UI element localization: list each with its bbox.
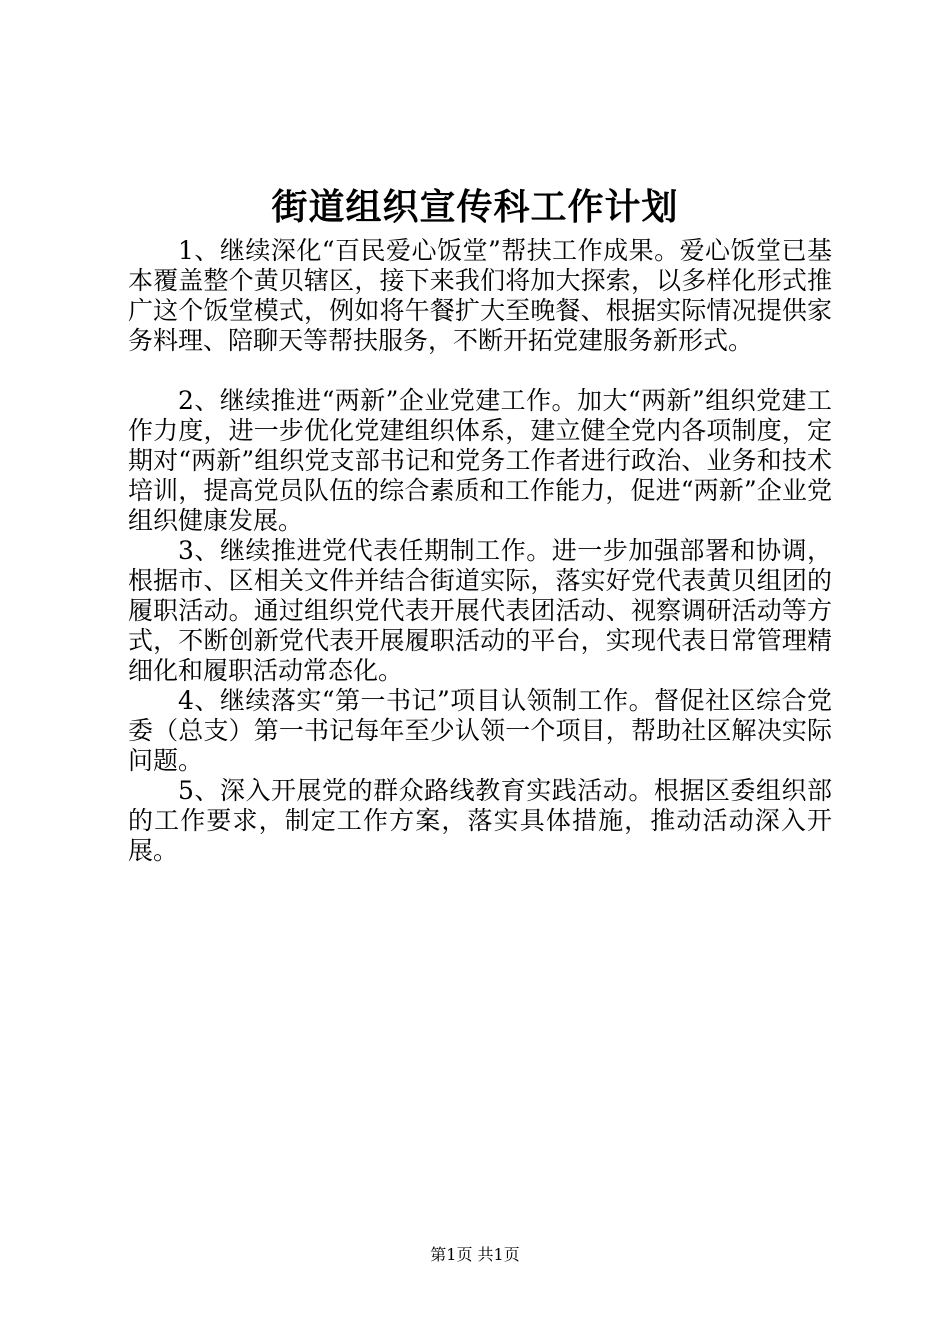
page-footer: 第1页 共1页	[430, 1245, 520, 1264]
paragraph-1: 1、继续深化“百民爱心饭堂”帮扶工作成果。爱心饭堂已基本覆盖整个黄贝辖区，接下来我们将加大探索，以多样化形式推广这个饭堂模式，例如将午餐扩大至晚餐、根据实际情况提供家务料理、陪聊天等帮扶服务，不断开拓党建服务新形式。	[128, 236, 832, 355]
paragraph-3: 3、继续推进党代表任期制工作。进一步加强部署和协调，根据市、区相关文件并结合街道实际，落实好党代表黄贝组团的履职活动。通过组织党代表开展代表团活动、视察调研活动等方式，不断创新党代表开展履职活动的平台，实现代表日常管理精细化和履职活动常态化。	[128, 536, 832, 685]
paragraph-5: 5、深入开展党的群众路线教育实践活动。根据区委组织部的工作要求，制定工作方案，落实具体措施，推动活动深入开展。	[128, 776, 832, 865]
paragraph-2: 2、继续推进“两新”企业党建工作。加大“两新”组织党建工作力度，进一步优化党建组织体系，建立健全党内各项制度，定期对“两新”组织党支部书记和党务工作者进行政治、业务和技术培训，提高党员队伍的综合素质和工作能力，促进“两新”企业党组织健康发展。	[128, 386, 832, 535]
document-body	[128, 236, 832, 866]
document-title: 街道组织宣传科工作计划	[271, 186, 679, 228]
paragraph-4: 4、继续落实“第一书记”项目认领制工作。督促社区综合党委（总支）第一书记每年至少认领一个项目，帮助社区解决实际问题。	[128, 686, 832, 775]
